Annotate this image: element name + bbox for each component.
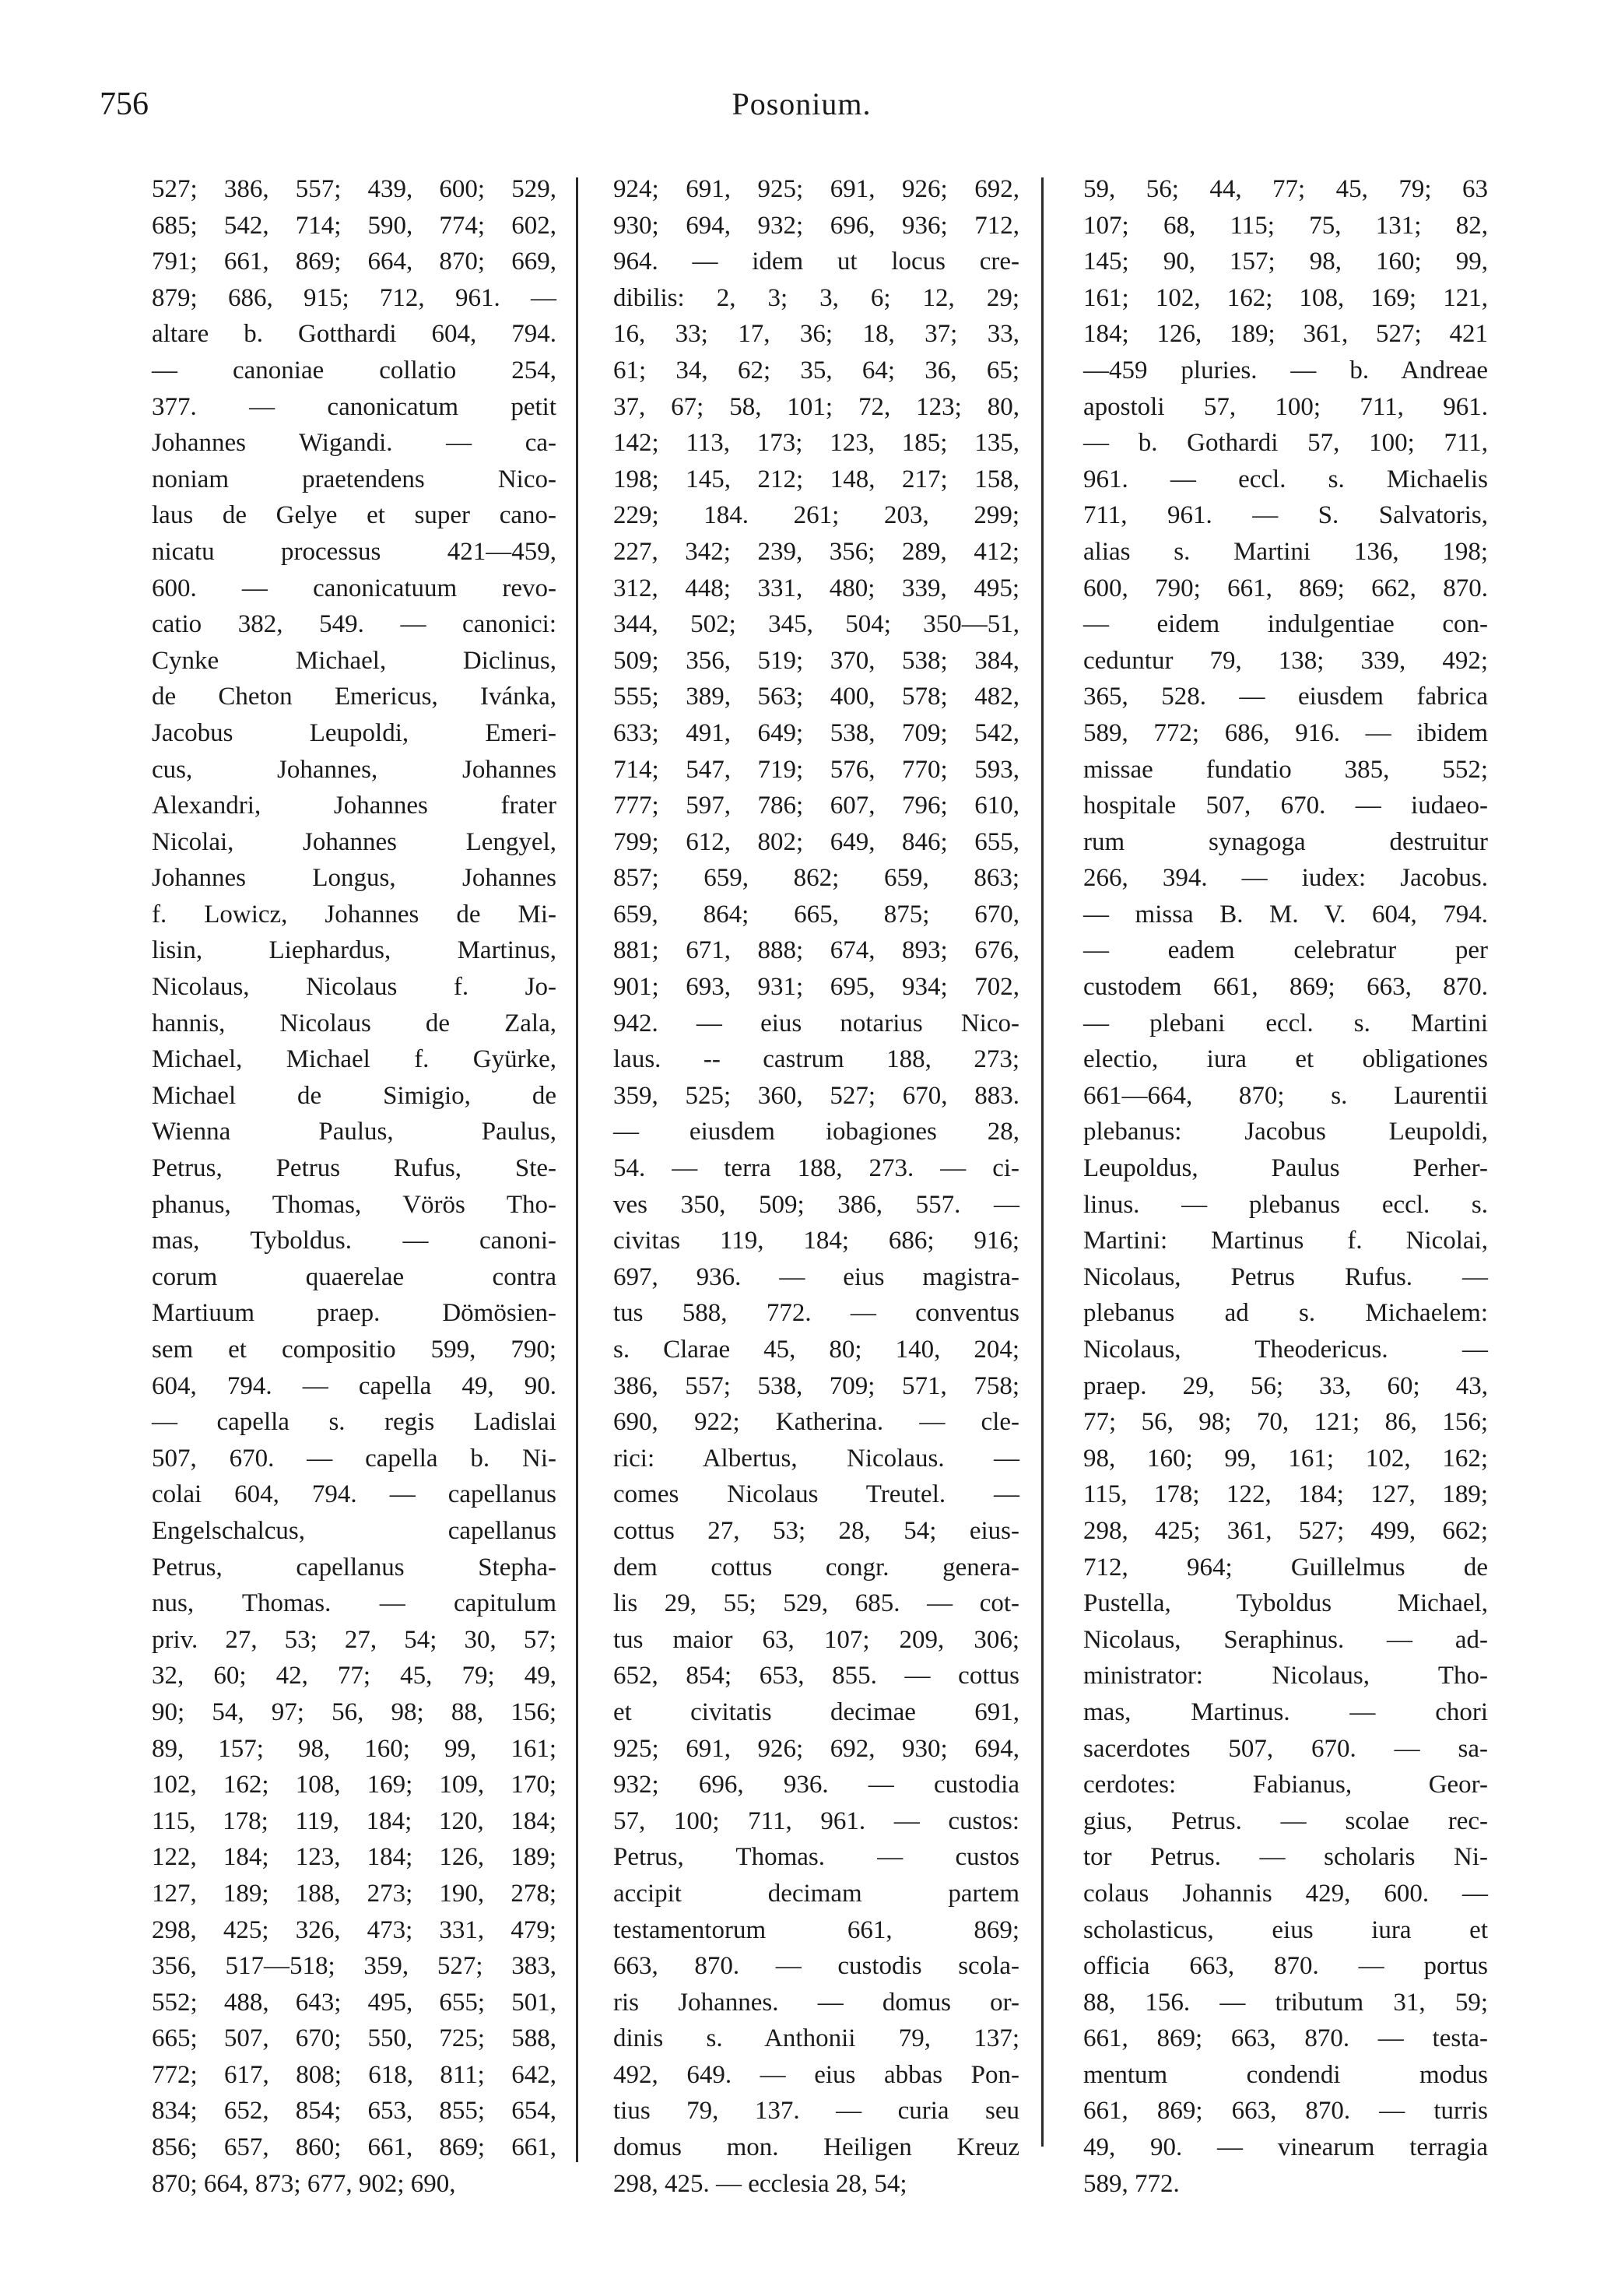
index-line: 229; 184. 261; 203, 299; bbox=[613, 501, 1019, 530]
index-line: 356, 517—518; 359, 527; 383, bbox=[152, 1952, 556, 1981]
index-line: hospitale 507, 670. — iudaeo- bbox=[1083, 792, 1488, 820]
index-line: 924; 691, 925; 691, 926; 692, bbox=[613, 175, 1019, 203]
index-line: 791; 661, 869; 664, 870; 669, bbox=[152, 248, 556, 276]
index-line: Nicolai, Johannes Lengyel, bbox=[152, 827, 556, 856]
index-line: ceduntur 79, 138; 339, 492; bbox=[1083, 646, 1488, 675]
index-line: altare b. Gotthardi 604, 794. bbox=[152, 320, 556, 349]
index-line: mas, Martinus. — chori bbox=[1083, 1697, 1488, 1726]
index-line: 145; 90, 157; 98, 160; 99, bbox=[1083, 248, 1488, 276]
index-line: — eiusdem iobagiones 28, bbox=[613, 1118, 1019, 1146]
index-line: plebanus ad s. Michaelem: bbox=[1083, 1299, 1488, 1328]
index-line: 697, 936. — eius magistra- bbox=[613, 1262, 1019, 1291]
index-line: 266, 394. — iudex: Jacobus. bbox=[1083, 864, 1488, 893]
index-line: phanus, Thomas, Vörös Tho- bbox=[152, 1190, 556, 1219]
index-line: Nicolaus, Seraphinus. — ad- bbox=[1083, 1625, 1488, 1654]
index-line: 685; 542, 714; 590, 774; 602, bbox=[152, 211, 556, 240]
running-head: Posonium. bbox=[732, 86, 872, 121]
index-line: cus, Johannes, Johannes bbox=[152, 755, 556, 784]
index-line: 964. — idem ut locus cre- bbox=[613, 248, 1019, 276]
index-line: 54. — terra 188, 273. — ci- bbox=[613, 1154, 1019, 1183]
index-line: 600, 790; 661, 869; 662, 870. bbox=[1083, 574, 1488, 602]
index-line: 659, 864; 665, 875; 670, bbox=[613, 900, 1019, 929]
index-line: 49, 90. — vinearum terragia bbox=[1083, 2133, 1488, 2162]
column-rule bbox=[576, 177, 578, 2162]
index-line: 32, 60; 42, 77; 45, 79; 49, bbox=[152, 1662, 556, 1690]
index-line: 77; 56, 98; 70, 121; 86, 156; bbox=[1083, 1408, 1488, 1437]
index-line: 161; 102, 162; 108, 169; 121, bbox=[1083, 283, 1488, 312]
index-line: praep. 29, 56; 33, 60; 43, bbox=[1083, 1371, 1488, 1400]
index-line: Nicolaus, Theodericus. — bbox=[1083, 1336, 1488, 1364]
index-line: missae fundatio 385, 552; bbox=[1083, 755, 1488, 784]
index-line: 492, 649. — eius abbas Pon- bbox=[613, 2060, 1019, 2089]
index-line: 122, 184; 123, 184; 126, 189; bbox=[152, 1843, 556, 1872]
index-line: 665; 507, 670; 550, 725; 588, bbox=[152, 2024, 556, 2053]
index-line: plebanus: Jacobus Leupoldi, bbox=[1083, 1118, 1488, 1146]
index-line: 102, 162; 108, 169; 109, 170; bbox=[152, 1771, 556, 1799]
index-line: s. Clarae 45, 80; 140, 204; bbox=[613, 1336, 1019, 1364]
index-line: 652, 854; 653, 855. — cottus bbox=[613, 1662, 1019, 1690]
index-line: hannis, Nicolaus de Zala, bbox=[152, 1009, 556, 1037]
index-line: nicatu processus 421—459, bbox=[152, 537, 556, 566]
index-line: linus. — plebanus eccl. s. bbox=[1083, 1190, 1488, 1219]
index-line: 90; 54, 97; 56, 98; 88, 156; bbox=[152, 1697, 556, 1726]
index-line: Alexandri, Johannes frater bbox=[152, 792, 556, 820]
index-line: 89, 157; 98, 160; 99, 161; bbox=[152, 1734, 556, 1763]
index-line: 879; 686, 915; 712, 961. — bbox=[152, 283, 556, 312]
index-line: nus, Thomas. — capitulum bbox=[152, 1589, 556, 1618]
index-line: 881; 671, 888; 674, 893; 676, bbox=[613, 936, 1019, 965]
index-line: et civitatis decimae 691, bbox=[613, 1697, 1019, 1726]
index-line: laus. -- castrum 188, 273; bbox=[613, 1045, 1019, 1074]
index-line: 509; 356, 519; 370, 538; 384, bbox=[613, 646, 1019, 675]
index-line: 98, 160; 99, 161; 102, 162; bbox=[1083, 1444, 1488, 1473]
index-line: corum quaerelae contra bbox=[152, 1262, 556, 1291]
index-line: 57, 100; 711, 961. — custos: bbox=[613, 1806, 1019, 1835]
index-line: 661, 869; 663, 870. — testa- bbox=[1083, 2024, 1488, 2053]
index-line: 799; 612, 802; 649, 846; 655, bbox=[613, 827, 1019, 856]
index-line: ris Johannes. — domus or- bbox=[613, 1988, 1019, 2017]
index-line: 589, 772. bbox=[1083, 2169, 1180, 2198]
index-line: 712, 964; Guillelmus de bbox=[1083, 1553, 1488, 1582]
index-line: 714; 547, 719; 576, 770; 593, bbox=[613, 755, 1019, 784]
index-line: 777; 597, 786; 607, 796; 610, bbox=[613, 792, 1019, 820]
index-line: Cynke Michael, Diclinus, bbox=[152, 646, 556, 675]
index-line: electio, iura et obligationes bbox=[1083, 1045, 1488, 1074]
index-column-2 bbox=[613, 171, 1019, 2198]
index-line: 661, 869; 663, 870. — turris bbox=[1083, 2097, 1488, 2126]
index-line: custodem 661, 869; 663, 870. bbox=[1083, 973, 1488, 1002]
index-line: — b. Gothardi 57, 100; 711, bbox=[1083, 429, 1488, 458]
index-line: 661—664, 870; s. Laurentii bbox=[1083, 1081, 1488, 1110]
index-line: Michael de Simigio, de bbox=[152, 1081, 556, 1110]
index-line: dinis s. Anthonii 79, 137; bbox=[613, 2024, 1019, 2053]
index-line: Engelschalcus, capellanus bbox=[152, 1516, 556, 1545]
index-line: 312, 448; 331, 480; 339, 495; bbox=[613, 574, 1019, 602]
index-line: dibilis: 2, 3; 3, 6; 12, 29; bbox=[613, 283, 1019, 312]
index-line: 298, 425; 326, 473; 331, 479; bbox=[152, 1915, 556, 1944]
index-line: tor Petrus. — scholaris Ni- bbox=[1083, 1843, 1488, 1872]
index-line: Michael, Michael f. Gyürke, bbox=[152, 1045, 556, 1074]
index-line: 555; 389, 563; 400, 578; 482, bbox=[613, 683, 1019, 711]
index-line: 604, 794. — capella 49, 90. bbox=[152, 1371, 556, 1400]
index-line: 690, 922; Katherina. — cle- bbox=[613, 1408, 1019, 1437]
index-line: de Cheton Emericus, Ivánka, bbox=[152, 683, 556, 711]
index-line: noniam praetendens Nico- bbox=[152, 465, 556, 493]
index-line: 600. — canonicatuum revo- bbox=[152, 574, 556, 602]
index-line: 527; 386, 557; 439, 600; 529, bbox=[152, 175, 556, 203]
index-line: 115, 178; 122, 184; 127, 189; bbox=[1083, 1480, 1488, 1509]
index-line: 925; 691, 926; 692, 930; 694, bbox=[613, 1734, 1019, 1763]
index-line: 961. — eccl. s. Michaelis bbox=[1083, 465, 1488, 493]
index-line: 552; 488, 643; 495, 655; 501, bbox=[152, 1988, 556, 2017]
index-line: Leupoldus, Paulus Perher- bbox=[1083, 1154, 1488, 1183]
index-line: Martiuum praep. Dömösien- bbox=[152, 1299, 556, 1328]
index-line: — eidem indulgentiae con- bbox=[1083, 610, 1488, 639]
index-line: colaus Johannis 429, 600. — bbox=[1083, 1879, 1488, 1908]
index-line: laus de Gelye et super cano- bbox=[152, 501, 556, 530]
index-line: 344, 502; 345, 504; 350—51, bbox=[613, 610, 1019, 639]
index-line: 870; 664, 873; 677, 902; 690, bbox=[152, 2169, 456, 2198]
index-line: catio 382, 549. — canonici: bbox=[152, 610, 556, 639]
index-line: accipit decimam partem bbox=[613, 1879, 1019, 1908]
index-line: dem cottus congr. genera- bbox=[613, 1553, 1019, 1582]
index-line: Petrus, Thomas. — custos bbox=[613, 1843, 1019, 1872]
index-line: — eadem celebratur per bbox=[1083, 936, 1488, 965]
index-line: rum synagoga destruitur bbox=[1083, 827, 1488, 856]
index-line: cerdotes: Fabianus, Geor- bbox=[1083, 1771, 1488, 1799]
index-line: — missa B. M. V. 604, 794. bbox=[1083, 900, 1488, 929]
index-line: f. Lowicz, Johannes de Mi- bbox=[152, 900, 556, 929]
index-line: 834; 652, 854; 653, 855; 654, bbox=[152, 2097, 556, 2126]
index-line: 115, 178; 119, 184; 120, 184; bbox=[152, 1806, 556, 1835]
index-line: Martini: Martinus f. Nicolai, bbox=[1083, 1227, 1488, 1255]
index-line: lis 29, 55; 529, 685. — cot- bbox=[613, 1589, 1019, 1618]
index-line: —459 pluries. — b. Andreae bbox=[1083, 356, 1488, 384]
index-line: 772; 617, 808; 618, 811; 642, bbox=[152, 2060, 556, 2089]
index-line: — canoniae collatio 254, bbox=[152, 356, 556, 384]
index-line: 227, 342; 239, 356; 289, 412; bbox=[613, 537, 1019, 566]
index-line: 386, 557; 538, 709; 571, 758; bbox=[613, 1371, 1019, 1400]
index-line: scholasticus, eius iura et bbox=[1083, 1915, 1488, 1944]
index-line: 298, 425. — ecclesia 28, 54; bbox=[613, 2169, 907, 2198]
index-line: 589, 772; 686, 916. — ibidem bbox=[1083, 718, 1488, 747]
index-line: Wienna Paulus, Paulus, bbox=[152, 1118, 556, 1146]
index-line: Jacobus Leupoldi, Emeri- bbox=[152, 718, 556, 747]
index-line: — capella s. regis Ladislai bbox=[152, 1408, 556, 1437]
index-line: 142; 113, 173; 123, 185; 135, bbox=[613, 429, 1019, 458]
index-line: 857; 659, 862; 659, 863; bbox=[613, 864, 1019, 893]
index-line: ves 350, 509; 386, 557. — bbox=[613, 1190, 1019, 1219]
index-line: 711, 961. — S. Salvatoris, bbox=[1083, 501, 1488, 530]
index-line: tus 588, 772. — conventus bbox=[613, 1299, 1019, 1328]
index-column-3 bbox=[1083, 171, 1488, 2198]
index-line: domus mon. Heiligen Kreuz bbox=[613, 2133, 1019, 2162]
index-line: sacerdotes 507, 670. — sa- bbox=[1083, 1734, 1488, 1763]
index-line: Johannes Wigandi. — ca- bbox=[152, 429, 556, 458]
index-line: 88, 156. — tributum 31, 59; bbox=[1083, 1988, 1488, 2017]
index-line: 856; 657, 860; 661, 869; 661, bbox=[152, 2133, 556, 2162]
index-line: rici: Albertus, Nicolaus. — bbox=[613, 1444, 1019, 1473]
index-column-1 bbox=[152, 171, 556, 2198]
index-line: mentum condendi modus bbox=[1083, 2060, 1488, 2089]
index-line: 37, 67; 58, 101; 72, 123; 80, bbox=[613, 392, 1019, 421]
index-line: 107; 68, 115; 75, 131; 82, bbox=[1083, 211, 1488, 240]
column-rule bbox=[1041, 177, 1044, 2147]
index-line: 377. — canonicatum petit bbox=[152, 392, 556, 421]
index-line: testamentorum 661, 869; bbox=[613, 1915, 1019, 1944]
index-line: 930; 694, 932; 696, 936; 712, bbox=[613, 211, 1019, 240]
index-line: 127, 189; 188, 273; 190, 278; bbox=[152, 1879, 556, 1908]
index-line: sem et compositio 599, 790; bbox=[152, 1336, 556, 1364]
index-line: alias s. Martini 136, 198; bbox=[1083, 537, 1488, 566]
index-line: 365, 528. — eiusdem fabrica bbox=[1083, 683, 1488, 711]
index-line: lisin, Liephardus, Martinus, bbox=[152, 936, 556, 965]
index-line: 184; 126, 189; 361, 527; 421 bbox=[1083, 320, 1488, 349]
index-line: 198; 145, 212; 148, 217; 158, bbox=[613, 465, 1019, 493]
index-line: gius, Petrus. — scolae rec- bbox=[1083, 1806, 1488, 1835]
index-line: Nicolaus, Petrus Rufus. — bbox=[1083, 1262, 1488, 1291]
index-line: cottus 27, 53; 28, 54; eius- bbox=[613, 1516, 1019, 1545]
index-line: tus maior 63, 107; 209, 306; bbox=[613, 1625, 1019, 1654]
index-line: officia 663, 870. — portus bbox=[1083, 1952, 1488, 1981]
index-line: Johannes Longus, Johannes bbox=[152, 864, 556, 893]
index-line: 61; 34, 62; 35, 64; 36, 65; bbox=[613, 356, 1019, 384]
index-line: 663, 870. — custodis scola- bbox=[613, 1952, 1019, 1981]
index-line: 932; 696, 936. — custodia bbox=[613, 1771, 1019, 1799]
index-line: Pustella, Tyboldus Michael, bbox=[1083, 1589, 1488, 1618]
index-line: 901; 693, 931; 695, 934; 702, bbox=[613, 973, 1019, 1002]
index-line: mas, Tyboldus. — canoni- bbox=[152, 1227, 556, 1255]
index-line: tius 79, 137. — curia seu bbox=[613, 2097, 1019, 2126]
index-line: ministrator: Nicolaus, Tho- bbox=[1083, 1662, 1488, 1690]
index-line: civitas 119, 184; 686; 916; bbox=[613, 1227, 1019, 1255]
index-line: 298, 425; 361, 527; 499, 662; bbox=[1083, 1516, 1488, 1545]
index-line: 59, 56; 44, 77; 45, 79; 63 bbox=[1083, 175, 1488, 203]
index-line: Petrus, capellanus Stepha- bbox=[152, 1553, 556, 1582]
index-line: comes Nicolaus Treutel. — bbox=[613, 1480, 1019, 1509]
index-line: 633; 491, 649; 538, 709; 542, bbox=[613, 718, 1019, 747]
index-line: 359, 525; 360, 527; 670, 883. bbox=[613, 1081, 1019, 1110]
index-line: 507, 670. — capella b. Ni- bbox=[152, 1444, 556, 1473]
index-line: 942. — eius notarius Nico- bbox=[613, 1009, 1019, 1037]
index-line: apostoli 57, 100; 711, 961. bbox=[1083, 392, 1488, 421]
index-line: Petrus, Petrus Rufus, Ste- bbox=[152, 1154, 556, 1183]
index-line: Nicolaus, Nicolaus f. Jo- bbox=[152, 973, 556, 1002]
page-number: 756 bbox=[100, 86, 149, 122]
index-line: colai 604, 794. — capellanus bbox=[152, 1480, 556, 1509]
index-line: — plebani eccl. s. Martini bbox=[1083, 1009, 1488, 1037]
index-line: priv. 27, 53; 27, 54; 30, 57; bbox=[152, 1625, 556, 1654]
index-line: 16, 33; 17, 36; 18, 37; 33, bbox=[613, 320, 1019, 349]
